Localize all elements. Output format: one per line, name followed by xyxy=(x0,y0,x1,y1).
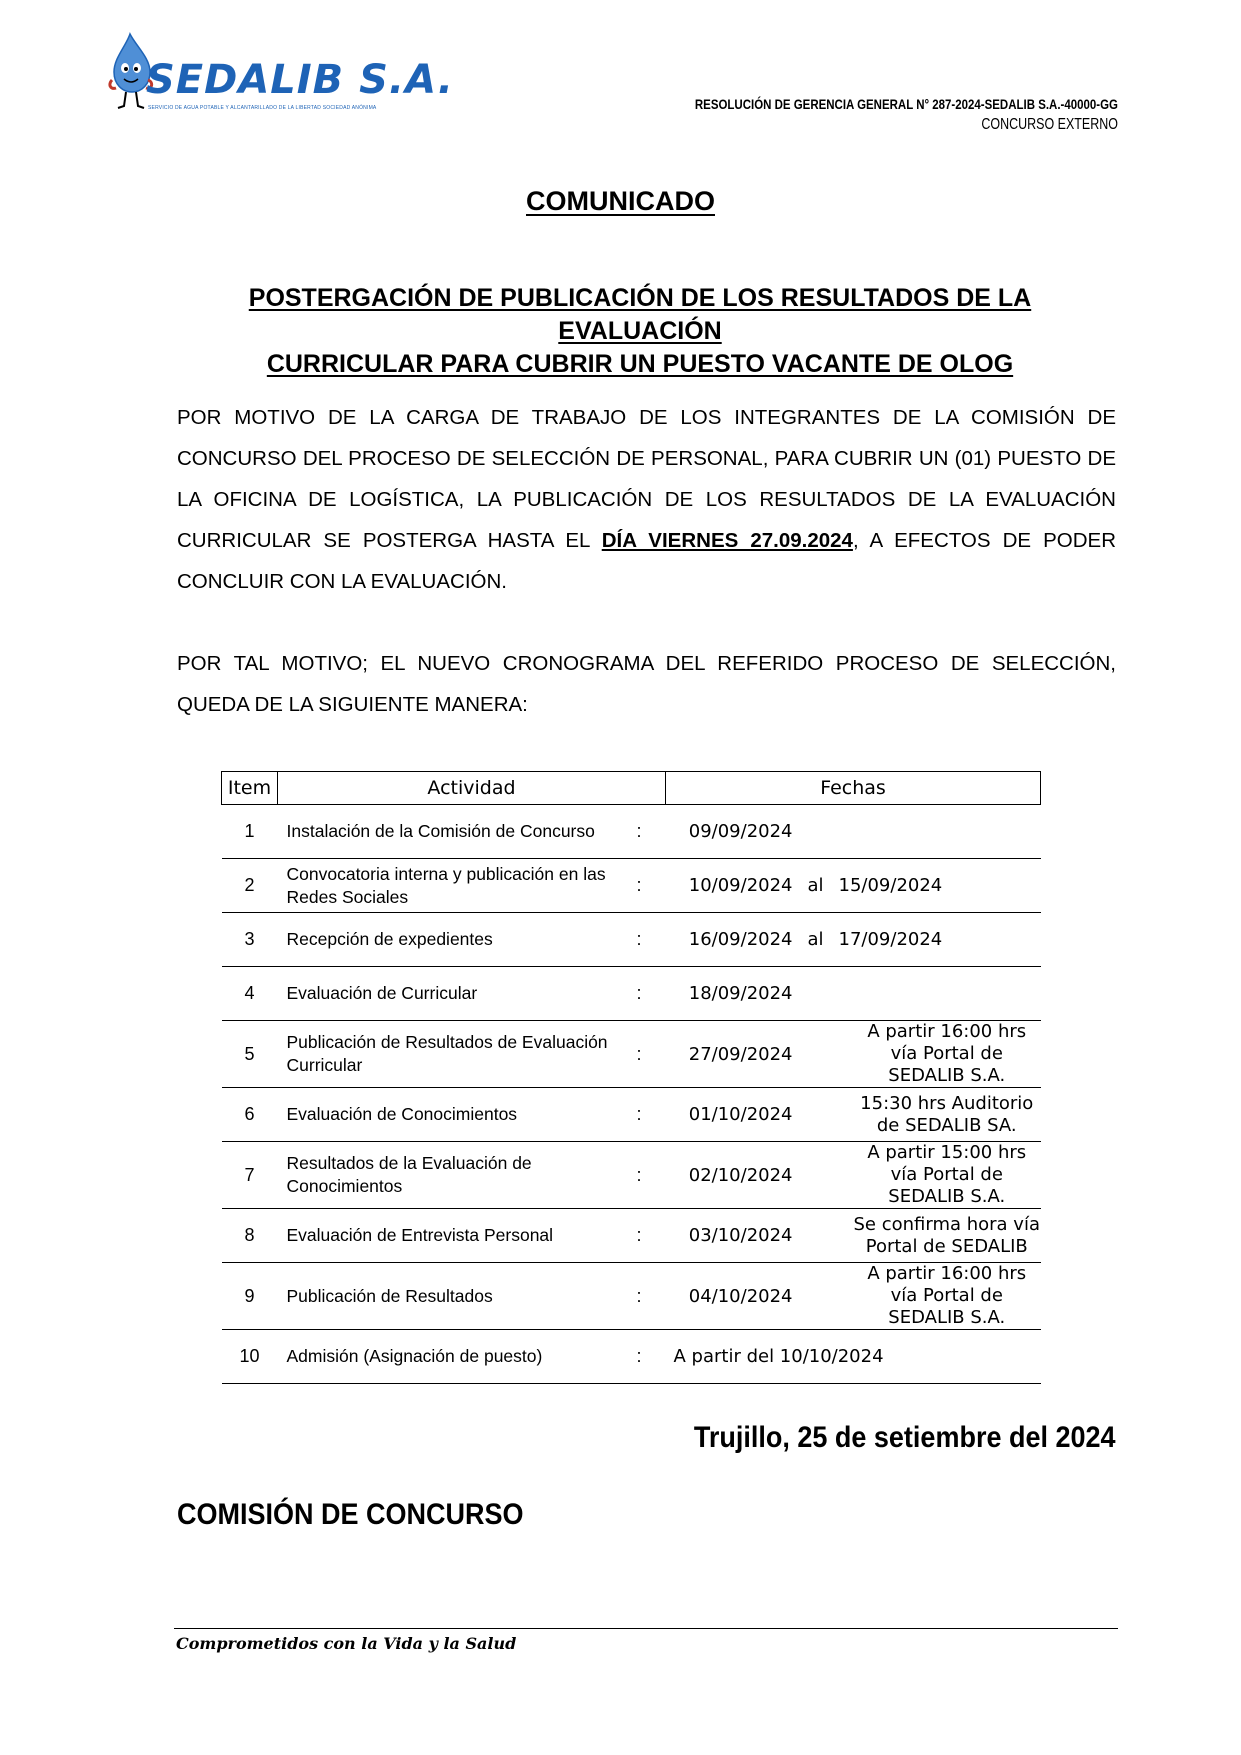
row-note: A partir 16:00 hrs vía Portal de SEDALIB S.A. xyxy=(853,1021,1041,1088)
row-activity-text: Evaluación de Curricular xyxy=(286,983,478,1003)
row-date xyxy=(666,967,854,1021)
footer-slogan: Comprometidos con la Vida y la Salud xyxy=(176,1634,517,1653)
row-activity xyxy=(278,1263,666,1330)
row-activity-text: Publicación de Resultados xyxy=(286,1285,493,1306)
contest-type: CONCURSO EXTERNO xyxy=(981,116,1118,133)
schedule-table xyxy=(221,771,1041,1384)
row-colon: : xyxy=(636,1104,642,1124)
row-item-number: 1 xyxy=(222,805,278,859)
row-date xyxy=(666,1330,1041,1384)
footer-divider xyxy=(174,1628,1118,1629)
row-date-start: 10/09/2024 xyxy=(688,875,793,896)
row-date-connector: al xyxy=(807,929,824,950)
new-date-highlight: DÍA VIERNES 27.09.2024 xyxy=(601,529,853,552)
row-date-start: 16/09/2024 xyxy=(688,929,793,950)
logo-tagline: SERVICIO DE AGUA POTABLE Y ALCANTARILLADO DE LA LIBERTAD SOCIEDAD ANÓNIMA xyxy=(148,105,377,111)
row-item-number: 7 xyxy=(222,1142,278,1209)
row-date-connector: al xyxy=(807,875,824,896)
row-date xyxy=(666,1021,854,1088)
row-date xyxy=(666,1088,854,1142)
table-row xyxy=(222,1142,1041,1209)
row-colon: : xyxy=(636,929,642,949)
row-date-start: 03/10/2024 xyxy=(688,1225,793,1246)
row-colon: : xyxy=(636,983,642,1003)
header-activity: Actividad xyxy=(278,772,666,805)
table-row xyxy=(222,967,1041,1021)
table-row xyxy=(222,805,1041,859)
company-logo xyxy=(108,30,454,112)
header-item: Item xyxy=(222,772,278,805)
row-colon: : xyxy=(636,1346,642,1366)
row-date xyxy=(666,1142,854,1209)
row-activity xyxy=(278,1021,666,1088)
document-subtitle xyxy=(180,282,1100,381)
row-activity xyxy=(278,1209,666,1263)
row-date xyxy=(666,805,854,859)
row-item-number: 5 xyxy=(222,1021,278,1088)
row-activity-text: Admisión (Asignación de puesto) xyxy=(286,1346,543,1366)
row-note: A partir 15:00 hrs vía Portal de SEDALIB S.A. xyxy=(853,1142,1041,1209)
row-activity xyxy=(278,805,666,859)
row-date xyxy=(666,1263,854,1330)
table-header-row xyxy=(222,772,1041,805)
notice-paragraph: POR MOTIVO DE LA CARGA DE TRABAJO DE LOS INTEGRANTES DE LA COMISIÓN DE CONCURSO DEL PROCESO DE SELECCIÓN DE PERSONAL, PARA CUBRIR UN (01) PUESTO DE LA OFICINA DE LOGÍSTICA, LA PUBLICACIÓN DE LOS RESULTADOS DE LA EVALUACIÓN CURRICULAR SE POSTERGA HASTA EL DÍA VIERNES 27.09.2024, A EFECTOS DE PODER CONCLUIR CON LA EVALUACIÓN. xyxy=(177,406,1117,593)
row-item-number: 3 xyxy=(222,913,278,967)
row-date-start: 02/10/2024 xyxy=(688,1164,793,1186)
row-activity-text: Recepción de expedientes xyxy=(286,929,493,949)
row-note xyxy=(853,967,1041,1021)
row-colon: : xyxy=(636,1043,642,1064)
subtitle-line-2: CURRICULAR PARA CUBRIR UN PUESTO VACANTE DE OLOG xyxy=(266,350,1014,378)
subtitle-line-1: POSTERGACIÓN DE PUBLICACIÓN DE LOS RESULTADOS DE LA EVALUACIÓN xyxy=(248,284,1032,345)
schedule-body xyxy=(222,805,1041,1384)
table-row xyxy=(222,913,1041,967)
row-date xyxy=(666,1209,854,1263)
table-row xyxy=(222,1330,1041,1384)
table-row xyxy=(222,859,1041,913)
row-date-end: 17/09/2024 xyxy=(838,929,943,950)
table-row xyxy=(222,1088,1041,1142)
row-note xyxy=(853,805,1041,859)
schedule-intro-paragraph: POR TAL MOTIVO; EL NUEVO CRONOGRAMA DEL REFERIDO PROCESO DE SELECCIÓN, QUEDA DE LA SIGUIENTE MANERA: xyxy=(177,652,1116,716)
table-row xyxy=(222,1263,1041,1330)
row-activity-text: Evaluación de Conocimientos xyxy=(286,1104,518,1124)
signature-commission: COMISIÓN DE CONCURSO xyxy=(177,1498,524,1531)
row-date-start: A partir del 10/10/2024 xyxy=(673,1346,884,1367)
row-activity xyxy=(278,1142,666,1209)
row-date-start: 09/09/2024 xyxy=(688,821,793,842)
row-date-start: 01/10/2024 xyxy=(688,1104,793,1125)
row-colon: : xyxy=(636,875,642,895)
table-row xyxy=(222,1209,1041,1263)
row-note: Se confirma hora vía Portal de SEDALIB xyxy=(853,1209,1041,1263)
row-item-number: 2 xyxy=(222,859,278,913)
place-date: Trujillo, 25 de setiembre del 2024 xyxy=(694,1421,1116,1454)
document-title: COMUNICADO xyxy=(526,186,715,216)
row-activity-text: Publicación de Resultados de Evaluación Curricular xyxy=(286,1032,608,1075)
row-activity xyxy=(278,1330,666,1384)
row-date-end: 15/09/2024 xyxy=(838,875,943,896)
row-item-number: 8 xyxy=(222,1209,278,1263)
row-activity-text: Instalación de la Comisión de Concurso xyxy=(286,821,595,841)
row-activity-text: Evaluación de Entrevista Personal xyxy=(286,1225,554,1245)
row-activity xyxy=(278,1088,666,1142)
header-dates: Fechas xyxy=(666,772,1041,805)
row-colon: : xyxy=(636,1164,642,1185)
row-activity-text: Convocatoria interna y publicación en las Redes Sociales xyxy=(286,863,606,907)
row-note: A partir 16:00 hrs vía Portal de SEDALIB S.A. xyxy=(853,1263,1041,1330)
table-row xyxy=(222,1021,1041,1088)
row-colon: : xyxy=(636,1225,642,1245)
row-item-number: 6 xyxy=(222,1088,278,1142)
resolution-number: RESOLUCIÓN DE GERENCIA GENERAL N° 287-2024-SEDALIB S.A.-40000-GG xyxy=(694,96,1118,112)
row-item-number: 9 xyxy=(222,1263,278,1330)
row-date xyxy=(666,859,1041,913)
row-colon: : xyxy=(636,1285,642,1306)
row-date xyxy=(666,913,1041,967)
row-date-start: 27/09/2024 xyxy=(688,1043,793,1065)
row-date-start: 04/10/2024 xyxy=(688,1285,793,1307)
row-activity xyxy=(278,859,666,913)
row-note: 15:30 hrs Auditorio de SEDALIB SA. xyxy=(853,1088,1041,1142)
logo-wordmark: SEDALIB S.A. xyxy=(146,57,454,103)
row-date-start: 18/09/2024 xyxy=(688,983,793,1004)
row-activity xyxy=(278,967,666,1021)
row-activity xyxy=(278,913,666,967)
row-item-number: 4 xyxy=(222,967,278,1021)
row-item-number: 10 xyxy=(222,1330,278,1384)
row-activity-text: Resultados de la Evaluación de Conocimientos xyxy=(286,1153,532,1196)
resolution-header xyxy=(602,96,1118,134)
row-colon: : xyxy=(636,821,642,841)
